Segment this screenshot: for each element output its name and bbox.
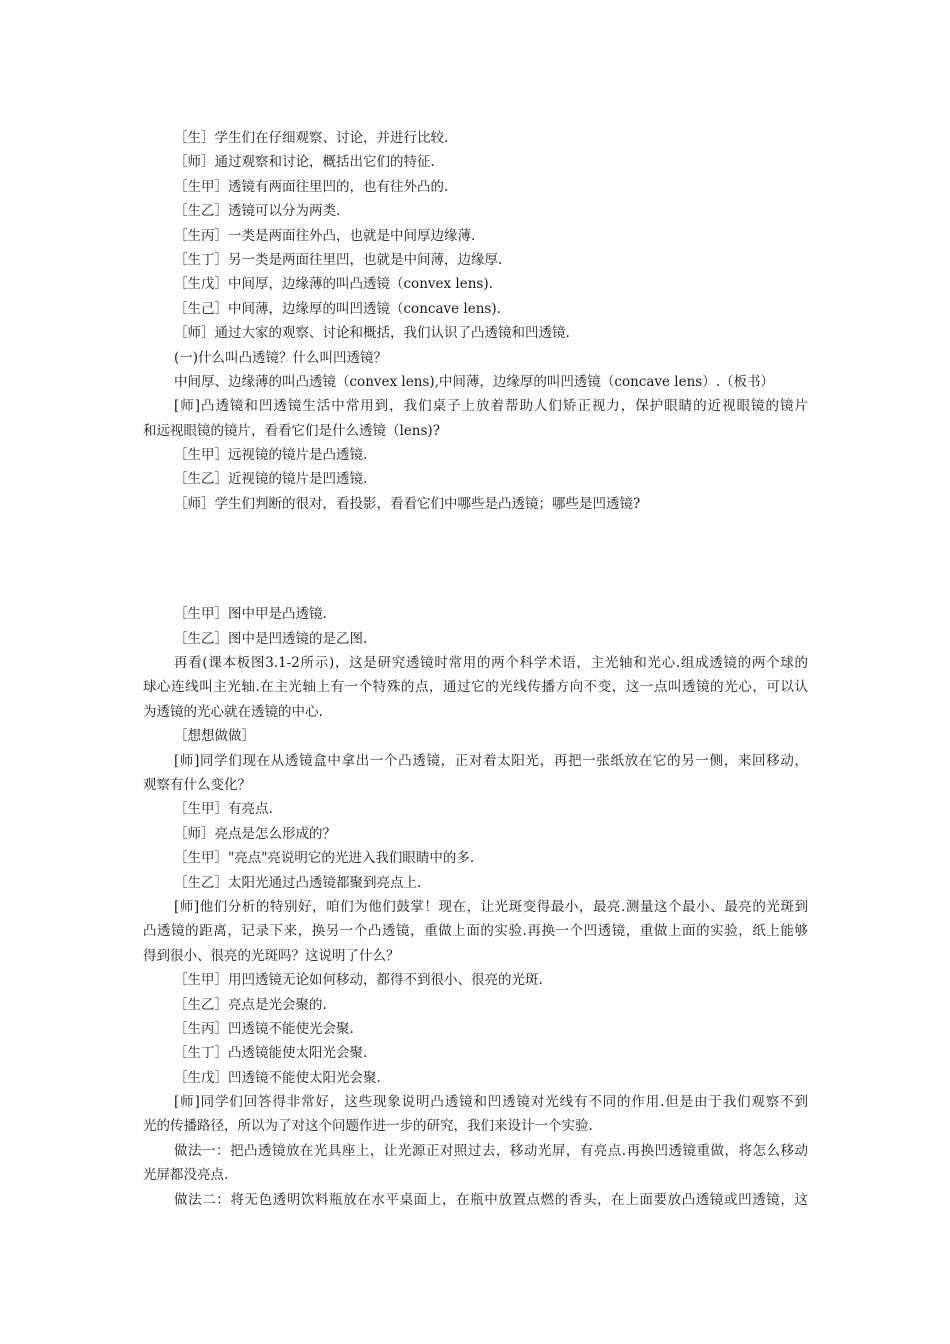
text-line: ［生丁］另一类是两面往里凹，也就是中间薄，边缘厚.: [174, 251, 503, 268]
text-line: ［师］亮点是怎么形成的？: [174, 825, 336, 842]
text-line: [师]他们分析的特别好，咱们为他们鼓掌！现在，让光斑变得最小，最亮.测量这个最小、最亮的光斑到: [174, 898, 808, 915]
text-line: 光的传播路径，所以为了对这个问题作进一步的研究，我们来设计一个实验.: [143, 1118, 593, 1135]
text-line: ［生甲］透镜有两面往里凹的，也有往外凸的.: [174, 178, 449, 195]
text-line: ［生甲］有亮点.: [174, 801, 273, 818]
text-line: ［生甲］远视镜的镜片是凸透镜.: [174, 447, 368, 464]
text-line: ［生乙］亮点是光会聚的.: [174, 996, 327, 1013]
text-line: ［生乙］透镜可以分为两类.: [174, 203, 341, 220]
text-line: [师]同学们现在从透镜盒中拿出一个凸透镜，正对着太阳光，再把一张纸放在它的另一侧，来回移动，: [174, 752, 808, 769]
text-line: 凸透镜的距离，记录下来，换另一个凸透镜，重做上面的实验.再换一个凹透镜，重做上面的实验，纸上能够: [143, 923, 808, 940]
text-line: ［师］学生们判断的很对，看投影，看看它们中哪些是凸透镜；哪些是凹透镜?: [174, 495, 641, 512]
text-line: ［生乙］图中是凹透镜的是乙图.: [174, 630, 368, 647]
text-line: ［师］通过观察和讨论，概括出它们的特征.: [174, 154, 435, 171]
text-line: 再看(课本板图3.1-2所示)，这是研究透镜时常用的两个科学术语，主光轴和光心.组成透镜的两个球的: [174, 655, 808, 672]
text-line: 得到很小、很亮的光斑吗？这说明了什么？: [143, 947, 400, 964]
text-line: ［生乙］近视镜的镜片是凹透镜.: [174, 471, 368, 488]
section-heading: (一)什么叫凸透镜？什么叫凹透镜？: [174, 349, 388, 366]
text-line: ［生乙］太阳光通过凸透镜都聚到亮点上.: [174, 874, 422, 891]
text-line: ［生甲］图中甲是凸透镜.: [174, 606, 327, 623]
text-line: ［生己］中间薄，边缘厚的叫凹透镜（concave lens).: [174, 300, 501, 317]
figure-gap: [0, 516, 950, 602]
text-line: 做法二：将无色透明饮料瓶放在水平桌面上，在瓶中放置点燃的香头，在上面要放凸透镜或凹透镜，这: [174, 1191, 808, 1208]
text-line: 观察有什么变化？: [143, 776, 251, 793]
text-line: ［生］学生们在仔细观察、讨论，并进行比较.: [174, 130, 449, 146]
text-line: ［生丙］一类是两面往外凸，也就是中间厚边缘薄.: [174, 227, 476, 244]
text-line: ［生甲］"亮点"亮说明它的光进入我们眼睛中的多.: [174, 850, 475, 867]
text-line: ［生丙］凹透镜不能使光会聚.: [174, 1020, 354, 1037]
text-line: 中间厚、边缘薄的叫凸透镜（convex lens),中间薄，边缘厚的叫凹透镜（concave lens）.（板书）: [174, 373, 775, 390]
text-line: 球心连线叫主光轴.在主光轴上有一个特殊的点，通过它的光线传播方向不变，这一点叫透镜的光心，可以认: [143, 679, 808, 696]
text-line: 为透镜的光心就在透镜的中心.: [143, 703, 323, 720]
text-line: ［生戊］中间厚，边缘薄的叫凸透镜（convex lens).: [174, 276, 493, 293]
text-line: ［生甲］用凹透镜无论如何移动，都得不到很小、很亮的光斑.: [174, 972, 543, 989]
text-line: 和远视眼镜的镜片，看看它们是什么透镜（lens)?: [143, 422, 440, 439]
text-line: [师]凸透镜和凹透镜生活中常用到，我们桌子上放着帮助人们矫正视力，保护眼睛的近视眼镜的镜片: [174, 398, 808, 415]
text-line: ［生丁］凸透镜能使太阳光会聚.: [174, 1045, 368, 1062]
text-line: ［师］通过大家的观察、讨论和概括，我们认识了凸透镜和凹透镜.: [174, 325, 570, 342]
text-line: [师]同学们回答得非常好，这些现象说明凸透镜和凹透镜对光线有不同的作用.但是由于我们观察不到: [174, 1094, 808, 1111]
text-line: 做法一：把凸透镜放在光具座上，让光源正对照过去，移动光屏，有亮点.再换凹透镜重做，将怎么移动: [174, 1142, 808, 1159]
text-line: ［生戊］凹透镜不能使太阳光会聚.: [174, 1069, 381, 1086]
document-body: [0, 126, 950, 1212]
section-heading: ［想想做做］: [174, 728, 255, 745]
text-line: 光屏都没亮点.: [143, 1167, 229, 1184]
